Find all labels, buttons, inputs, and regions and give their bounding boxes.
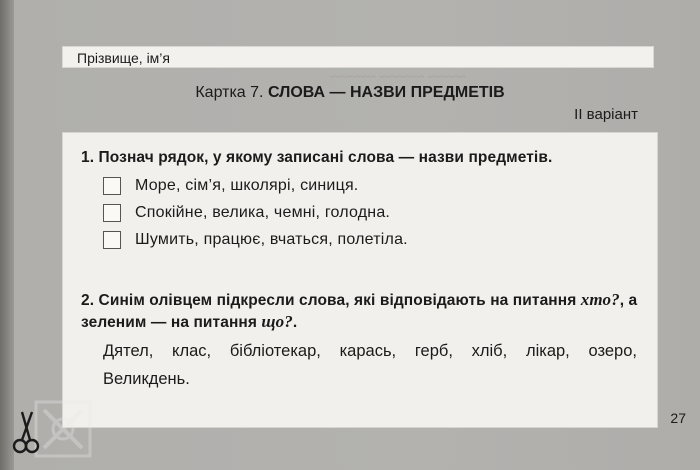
task2-instruction [81, 289, 651, 333]
task1-instruction: 1. Познач рядок, у якому записані слова — назви предметів. [81, 149, 553, 166]
task2-text-start: 2. Синім олівцем підкресли слова, які відповідають на питання [81, 292, 581, 309]
name-label: Прізвище, ім’я [77, 50, 170, 66]
decorative-pattern [34, 400, 92, 458]
name-field[interactable] [62, 46, 654, 68]
page-number: 27 [670, 410, 686, 426]
book-spine [0, 0, 14, 470]
card-topic: СЛОВА — НАЗВИ ПРЕДМЕТІВ [267, 84, 505, 101]
card-prefix: Картка 7. [195, 84, 264, 101]
checkbox-icon[interactable] [103, 231, 121, 249]
task1-option-3[interactable] [103, 229, 408, 251]
checkbox-icon[interactable] [103, 204, 121, 222]
option-text: Шумить, працює, вчаться, полетіла. [135, 231, 408, 248]
task2-word-list[interactable]: Дятел, клас, бібліотекар, карась, герб, хліб, лікар, озеро, Великдень. [103, 342, 637, 388]
question-what: що? [261, 312, 293, 331]
task1-option-1[interactable] [103, 175, 358, 197]
variant-label: ІІ варіант [574, 106, 638, 123]
task2-text-end: . [292, 314, 298, 331]
checkbox-icon[interactable] [103, 177, 121, 195]
question-who: хто? [580, 290, 620, 309]
option-text: Море, сім’я, школярі, синиця. [135, 177, 359, 194]
option-text: Спокійне, велика, чемні, голодна. [135, 204, 391, 221]
task-panel [62, 132, 658, 428]
scissors-icon [10, 410, 42, 456]
bleed-through-text: ~~~~~ ~~~~~~ ~~~~~~ [330, 70, 466, 85]
task2-text-mid: , а зеленим — на питання [81, 292, 638, 331]
task1-option-2[interactable] [103, 202, 390, 224]
card-title [0, 84, 700, 102]
